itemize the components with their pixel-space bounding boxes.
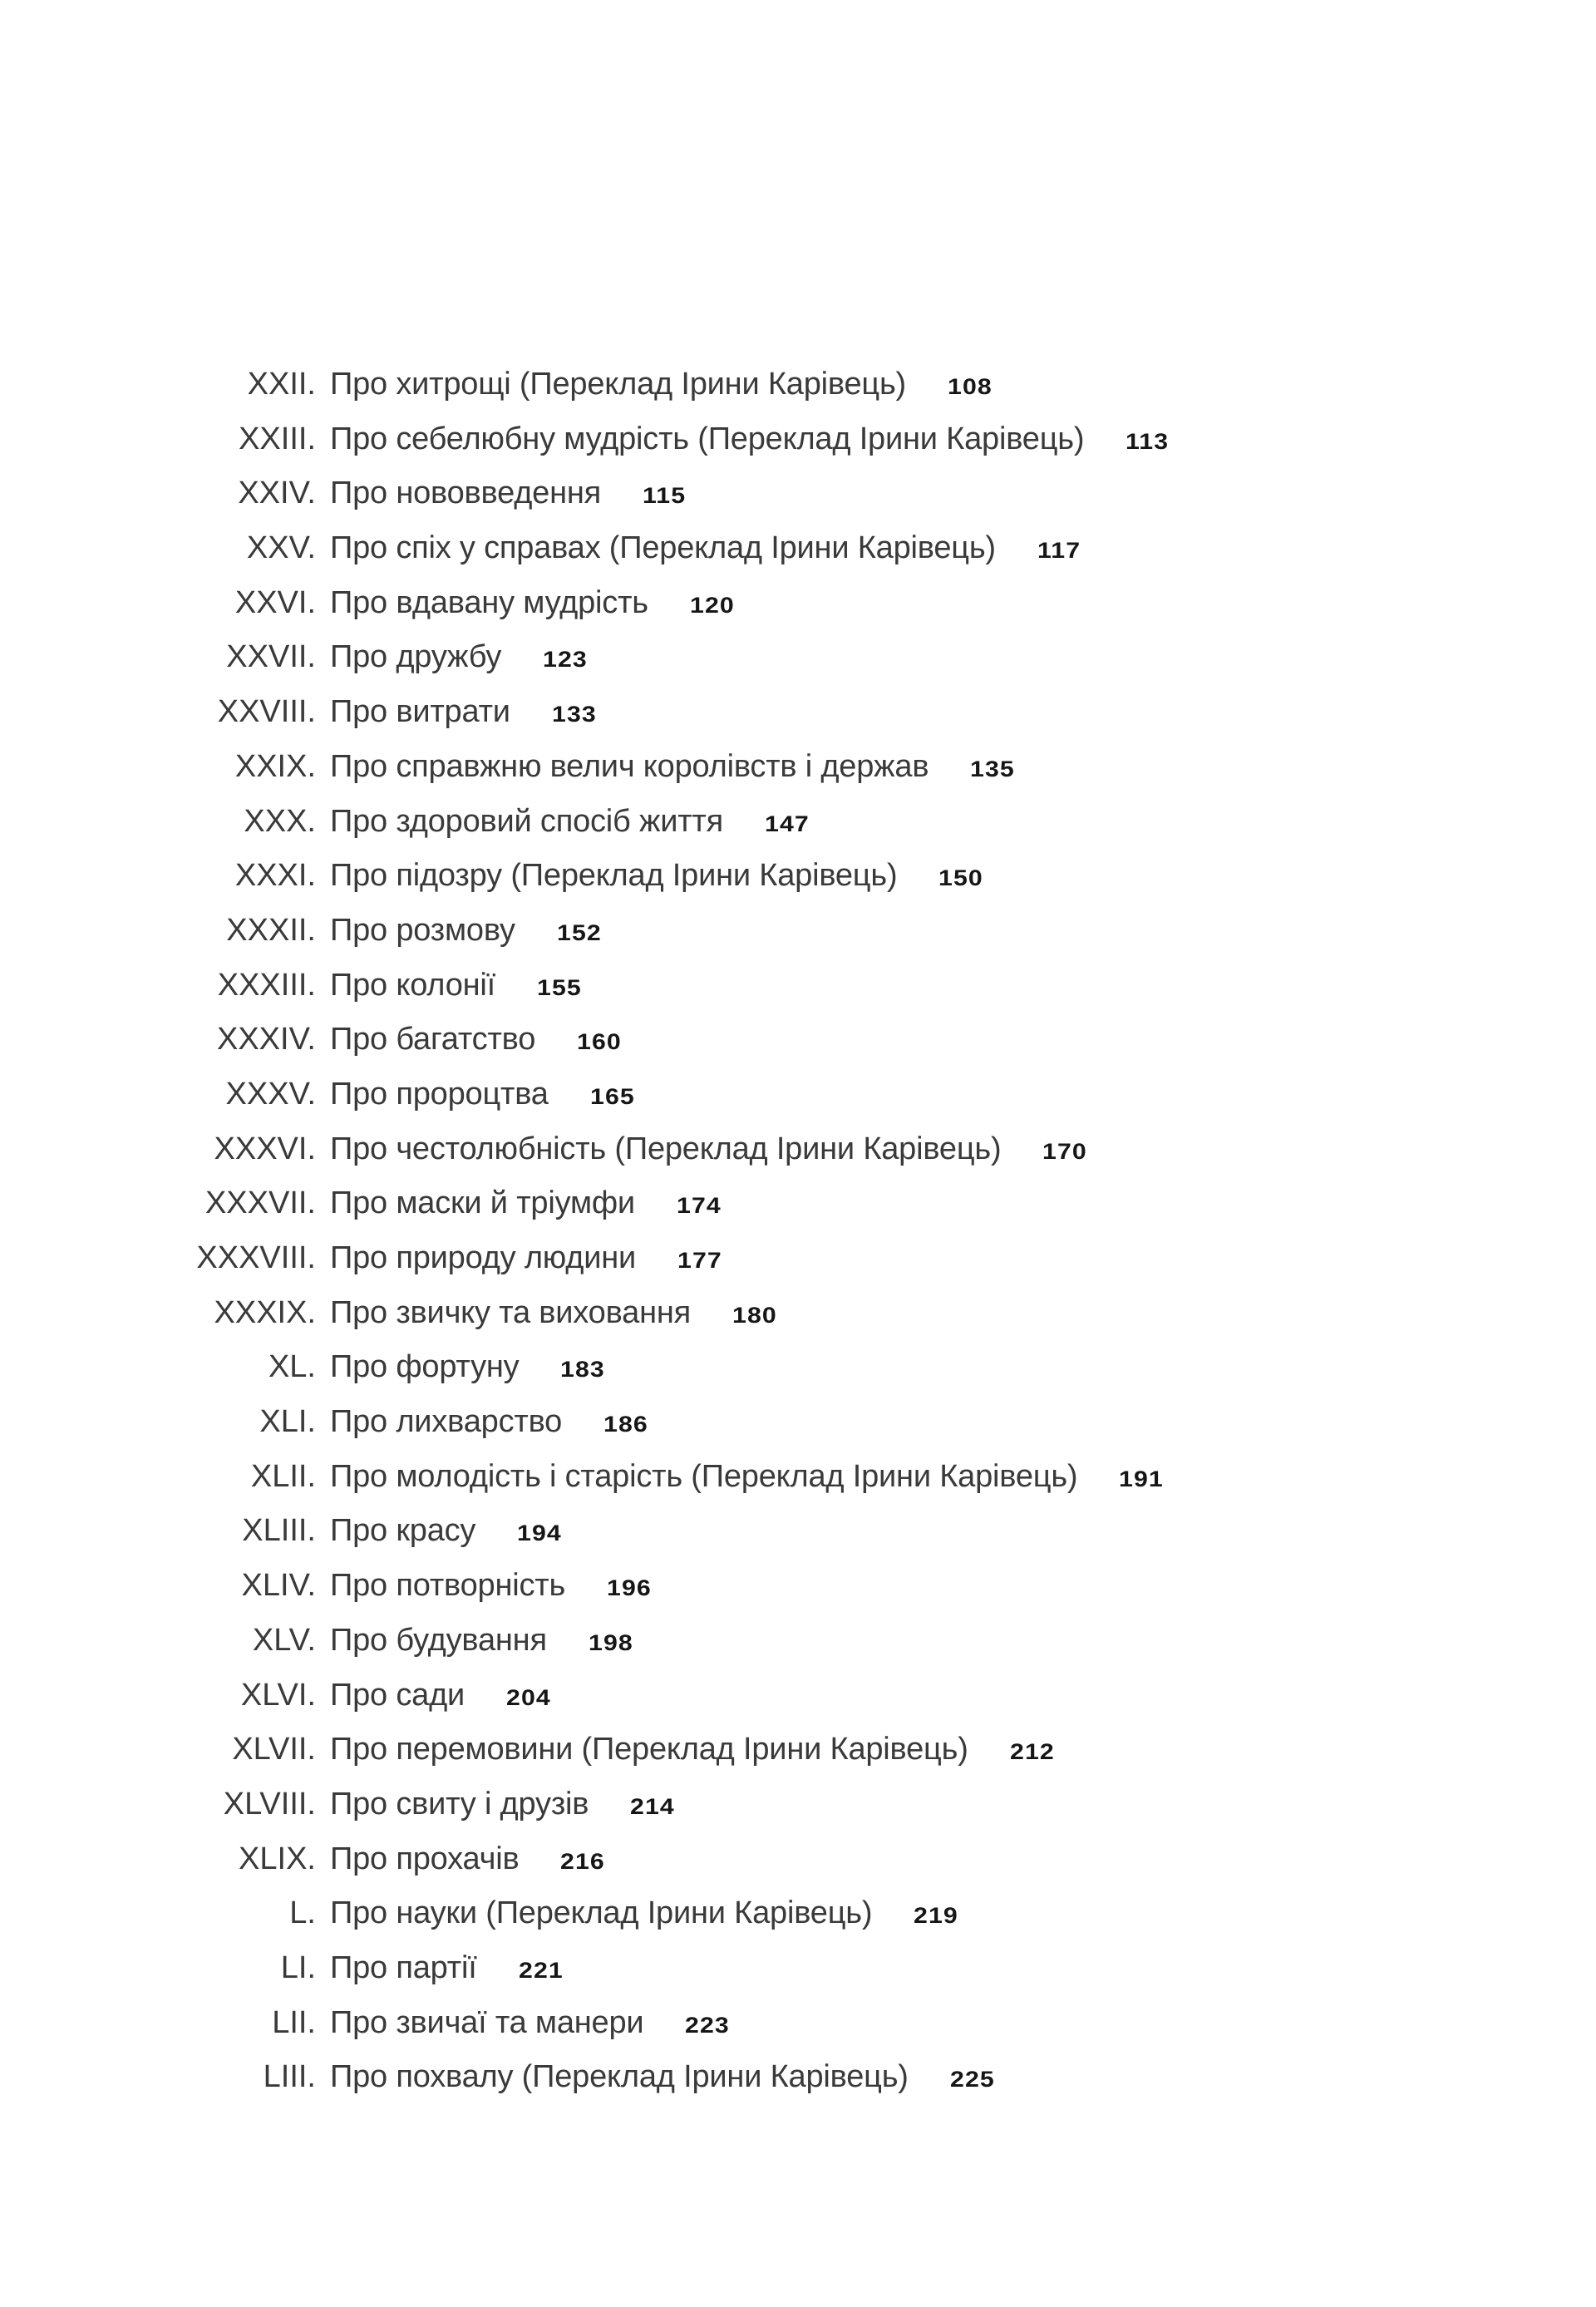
page-number: 133: [551, 702, 597, 727]
toc-entry: [0, 1777, 1596, 1832]
toc-entry: [0, 1231, 1596, 1286]
chapter-numeral: XLVII.: [232, 1732, 316, 1767]
toc-entry: [0, 740, 1596, 795]
chapter-numeral: LI.: [280, 1950, 316, 1985]
page-number: 223: [685, 2012, 731, 2038]
page-number: 152: [556, 919, 602, 945]
page-number: 183: [560, 1357, 606, 1383]
chapter-title: Про пророцтва: [330, 1076, 549, 1112]
chapter-numeral: XLVI.: [240, 1677, 316, 1713]
chapter-numeral: XXVII.: [226, 639, 316, 675]
page-number: 214: [630, 1793, 676, 1819]
page-number: 150: [938, 865, 984, 891]
toc-entry: [0, 1013, 1596, 1067]
chapter-numeral: XLIII.: [242, 1513, 316, 1549]
page-number: 147: [765, 811, 810, 836]
chapter-numeral: XXXV.: [225, 1076, 316, 1112]
chapter-numeral: XXIII.: [239, 421, 316, 456]
toc-entry: [0, 795, 1596, 850]
chapter-numeral: XXII.: [247, 367, 316, 402]
chapter-title: Про колонії: [330, 967, 496, 1003]
toc-entry: [0, 630, 1596, 685]
chapter-title: Про фортуну: [330, 1349, 520, 1385]
toc-entry: [0, 1941, 1596, 1996]
chapter-title: Про нововведення: [330, 476, 602, 511]
chapter-title: Про похвалу (Переклад Ірини Карівець): [330, 2059, 909, 2095]
chapter-numeral: XXVIII.: [217, 694, 316, 730]
page-number: 191: [1119, 1466, 1165, 1491]
page-number: 174: [676, 1193, 722, 1219]
page-number: 170: [1042, 1138, 1088, 1164]
chapter-title: Про науки (Переклад Ірини Карівець): [330, 1895, 873, 1931]
chapter-title: Про витрати: [330, 694, 510, 730]
toc-entry: [0, 466, 1596, 521]
chapter-numeral: LII.: [272, 2004, 316, 2040]
toc-entry: [0, 1614, 1596, 1669]
toc-entry: [0, 1122, 1596, 1177]
chapter-numeral: XXX.: [244, 803, 316, 839]
page-number: 221: [518, 1957, 564, 1983]
page-number: 155: [537, 974, 582, 1000]
chapter-title: Про себелюбну мудрість (Переклад Ірини Карівець): [330, 421, 1085, 456]
chapter-numeral: XLIV.: [241, 1568, 316, 1604]
page-number: 177: [677, 1248, 722, 1273]
page-number: 180: [732, 1302, 777, 1328]
chapter-title: Про лихварство: [330, 1404, 563, 1440]
chapter-numeral: XXXVII.: [204, 1186, 316, 1221]
chapter-title: Про спіх у справах (Переклад Ірини Карівець): [330, 530, 996, 566]
chapter-numeral: XXXIV.: [216, 1022, 316, 1057]
page-number: 225: [949, 2067, 995, 2093]
chapter-numeral: XLI.: [259, 1404, 316, 1440]
chapter-numeral: XXXVI.: [214, 1131, 316, 1166]
page-number: 115: [643, 483, 687, 509]
chapter-title: Про вдавану мудрість: [330, 584, 648, 620]
page-number: 120: [689, 592, 735, 618]
chapter-title: Про природу людини: [330, 1240, 637, 1275]
toc-entry: [0, 685, 1596, 740]
chapter-numeral: XLVIII.: [223, 1786, 316, 1821]
page-number: 160: [577, 1029, 623, 1055]
chapter-numeral: XXXIX.: [214, 1294, 316, 1330]
chapter-title: Про свиту і друзів: [330, 1786, 589, 1821]
chapter-numeral: XLV.: [252, 1622, 316, 1658]
chapter-numeral: XXIV.: [238, 476, 316, 511]
chapter-numeral: XXXI.: [234, 858, 316, 894]
chapter-numeral: XXXVIII.: [196, 1240, 316, 1275]
chapter-numeral: XXXIII.: [217, 967, 316, 1003]
page-number: 216: [560, 1848, 606, 1874]
chapter-title: Про потворність: [330, 1568, 566, 1604]
page-number: 198: [588, 1629, 633, 1655]
chapter-numeral: XLII.: [250, 1458, 316, 1494]
page-number: 165: [589, 1083, 635, 1109]
chapter-title: Про підозру (Переклад Ірини Карівець): [330, 858, 898, 894]
toc-entry: [0, 1669, 1596, 1723]
page-number: 113: [1126, 428, 1170, 454]
chapter-title: Про звичаї та манери: [330, 2004, 644, 2040]
chapter-title: Про честолюбність (Переклад Ірини Карівець): [330, 1131, 1002, 1166]
toc-entry: [0, 2050, 1596, 2105]
toc-entry: [0, 1067, 1596, 1122]
toc-entry: [0, 1504, 1596, 1559]
chapter-title: Про справжню велич королівств і держав: [330, 748, 929, 784]
page-number: 108: [948, 374, 993, 399]
chapter-numeral: XLIX.: [239, 1841, 316, 1876]
chapter-numeral: XXV.: [246, 530, 316, 566]
chapter-title: Про розмову: [330, 912, 515, 948]
page-number: 219: [914, 1903, 959, 1929]
toc-entry: [0, 1723, 1596, 1777]
chapter-title: Про партії: [330, 1950, 477, 1985]
chapter-title: Про хитрощі (Переклад Ірини Карівець): [330, 367, 907, 402]
page-number: 196: [607, 1575, 652, 1601]
toc-entry: [0, 1832, 1596, 1887]
page-number: 194: [517, 1521, 563, 1546]
toc-entry: [0, 1559, 1596, 1614]
toc-entry: [0, 904, 1596, 959]
page-number: 212: [1009, 1739, 1055, 1765]
toc-entry: [0, 1286, 1596, 1341]
toc-entry: [0, 1340, 1596, 1395]
chapter-title: Про красу: [330, 1513, 476, 1549]
toc-entry: [0, 1996, 1596, 2051]
chapter-numeral: XXXII.: [226, 912, 316, 948]
chapter-numeral: L.: [289, 1895, 316, 1931]
page-number: 204: [506, 1684, 551, 1710]
chapter-title: Про маски й тріумфи: [330, 1186, 635, 1221]
toc-entry: [0, 1450, 1596, 1505]
toc-entry: [0, 1176, 1596, 1231]
table-of-contents: [0, 357, 1596, 2105]
chapter-title: Про звичку та виховання: [330, 1294, 692, 1330]
page-number: 135: [970, 756, 1016, 781]
toc-entry: [0, 849, 1596, 904]
chapter-title: Про дружбу: [330, 639, 502, 675]
page-number: 117: [1037, 538, 1081, 564]
toc-entry: [0, 521, 1596, 576]
chapter-title: Про прохачів: [330, 1841, 520, 1876]
toc-entry: [0, 576, 1596, 631]
chapter-numeral: XXVI.: [234, 584, 316, 620]
chapter-title: Про молодість і старість (Переклад Ірини Карівець): [330, 1458, 1078, 1494]
chapter-title: Про сади: [330, 1677, 466, 1713]
page-number: 186: [603, 1412, 648, 1437]
chapter-numeral: XXIX.: [234, 748, 316, 784]
page-number: 123: [543, 647, 589, 673]
toc-entry: [0, 1395, 1596, 1450]
toc-entry: [0, 357, 1596, 412]
toc-entry: [0, 1886, 1596, 1941]
toc-entry: [0, 959, 1596, 1013]
chapter-title: Про багатство: [330, 1022, 536, 1057]
chapter-title: Про будування: [330, 1622, 547, 1658]
chapter-numeral: XL.: [268, 1349, 316, 1385]
chapter-title: Про здоровий спосіб життя: [330, 803, 724, 839]
chapter-title: Про перемовини (Переклад Ірини Карівець): [330, 1732, 968, 1767]
chapter-numeral: LIII.: [263, 2059, 316, 2095]
toc-entry: [0, 412, 1596, 467]
